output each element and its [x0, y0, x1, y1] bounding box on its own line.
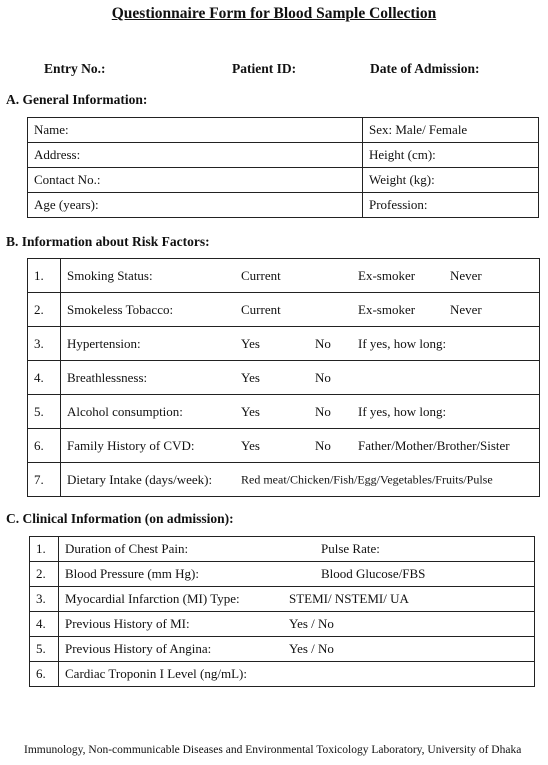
family-history-row[interactable]	[61, 429, 540, 463]
dietary-intake-row[interactable]	[61, 463, 540, 497]
table-row	[28, 395, 540, 429]
how-long-label: If yes, how long:	[358, 335, 447, 351]
footer-text: Immunology, Non-communicable Diseases and Environmental Toxicology Laboratory, University of Dhaka	[24, 744, 522, 756]
option-ex-smoker[interactable]: Ex-smoker	[358, 301, 416, 317]
patient-id-label: Patient ID:	[232, 61, 297, 76]
contact-field[interactable]: Contact No.:	[28, 168, 363, 193]
row-number: 2.	[30, 562, 59, 587]
weight-field[interactable]: Weight (kg):	[363, 168, 539, 193]
option-yes[interactable]: Yes	[241, 437, 260, 453]
relation-options[interactable]: Father/Mother/Brother/Sister	[358, 437, 510, 453]
option-yes[interactable]: Yes	[241, 403, 260, 419]
table-row	[30, 612, 535, 637]
profession-field[interactable]: Profession:	[363, 193, 539, 218]
table-row	[30, 662, 535, 687]
smoking-status-row[interactable]	[61, 259, 540, 293]
mi-type-row[interactable]	[59, 587, 535, 612]
option-no[interactable]: No	[315, 369, 331, 385]
row-label: Family History of CVD:	[67, 437, 195, 453]
row-number: 6.	[28, 429, 61, 463]
table-row	[30, 537, 535, 562]
row-number: 7.	[28, 463, 61, 497]
name-field[interactable]: Name:	[28, 118, 363, 143]
table-row	[28, 327, 540, 361]
pulse-rate-label: Pulse Rate:	[321, 541, 380, 556]
row-number: 1.	[30, 537, 59, 562]
diet-options[interactable]: Red meat/Chicken/Fish/Egg/Vegetables/Fruits/Pulse	[241, 472, 493, 486]
table-row	[28, 361, 540, 395]
option-ex-smoker[interactable]: Ex-smoker	[358, 267, 416, 283]
alcohol-consumption-row[interactable]	[61, 395, 540, 429]
option-no[interactable]: No	[315, 335, 331, 351]
smokeless-tobacco-row[interactable]	[61, 293, 540, 327]
section-a-heading: A. General Information:	[6, 92, 148, 107]
table-row	[30, 587, 535, 612]
previous-angina-row[interactable]	[59, 637, 535, 662]
option-current[interactable]: Current	[241, 301, 281, 317]
option-yes[interactable]: Yes	[241, 335, 260, 351]
table-row	[30, 637, 535, 662]
row-label: Duration of Chest Pain:	[65, 541, 189, 556]
chest-pain-row[interactable]	[59, 537, 535, 562]
breathlessness-row[interactable]	[61, 361, 540, 395]
table-row	[30, 562, 535, 587]
option-no[interactable]: No	[315, 403, 331, 419]
yes-no-options[interactable]: Yes / No	[289, 641, 334, 656]
mi-type-options[interactable]: STEMI/ NSTEMI/ UA	[289, 591, 409, 606]
row-label: Hypertension:	[67, 335, 141, 351]
table-row	[28, 293, 540, 327]
blood-glucose-label: Blood Glucose/FBS	[321, 566, 426, 581]
risk-factors-table	[27, 258, 540, 497]
option-never[interactable]: Never	[450, 301, 482, 317]
row-number: 5.	[30, 637, 59, 662]
table-row	[28, 168, 539, 193]
row-label: Alcohol consumption:	[67, 403, 183, 419]
date-of-admission-label: Date of Admission:	[370, 61, 480, 76]
row-label: Dietary Intake (days/week):	[67, 471, 213, 487]
row-number: 3.	[28, 327, 61, 361]
row-number: 2.	[28, 293, 61, 327]
general-information-table	[27, 117, 539, 218]
option-never[interactable]: Never	[450, 267, 482, 283]
option-no[interactable]: No	[315, 437, 331, 453]
address-field[interactable]: Address:	[28, 143, 363, 168]
yes-no-options[interactable]: Yes / No	[289, 616, 334, 631]
table-row	[28, 118, 539, 143]
how-long-label: If yes, how long:	[358, 403, 447, 419]
sex-field[interactable]: Sex: Male/ Female	[363, 118, 539, 143]
previous-mi-row[interactable]	[59, 612, 535, 637]
troponin-row[interactable]	[59, 662, 535, 687]
row-number: 4.	[30, 612, 59, 637]
row-number: 5.	[28, 395, 61, 429]
table-row	[28, 193, 539, 218]
blood-pressure-row[interactable]	[59, 562, 535, 587]
row-number: 6.	[30, 662, 59, 687]
option-yes[interactable]: Yes	[241, 369, 260, 385]
option-current[interactable]: Current	[241, 267, 281, 283]
table-row	[28, 463, 540, 497]
table-row	[28, 143, 539, 168]
row-label: Previous History of Angina:	[65, 641, 212, 656]
clinical-information-table	[29, 536, 535, 687]
row-label: Smokeless Tobacco:	[67, 301, 174, 317]
row-label: Previous History of MI:	[65, 616, 190, 631]
row-number: 4.	[28, 361, 61, 395]
row-label: Blood Pressure (mm Hg):	[65, 566, 199, 581]
section-b-heading: B. Information about Risk Factors:	[6, 234, 210, 249]
row-label: Cardiac Troponin I Level (ng/mL):	[65, 666, 247, 681]
age-field[interactable]: Age (years):	[28, 193, 363, 218]
height-field[interactable]: Height (cm):	[363, 143, 539, 168]
section-c-heading: C. Clinical Information (on admission):	[6, 511, 234, 526]
row-label: Myocardial Infarction (MI) Type:	[65, 591, 240, 606]
row-label: Breathlessness:	[67, 369, 148, 385]
table-row	[28, 259, 540, 293]
row-label: Smoking Status:	[67, 267, 153, 283]
form-title: Questionnaire Form for Blood Sample Collection	[111, 5, 437, 22]
entry-no-label: Entry No.:	[44, 61, 106, 76]
table-row	[28, 429, 540, 463]
hypertension-row[interactable]	[61, 327, 540, 361]
row-number: 3.	[30, 587, 59, 612]
row-number: 1.	[28, 259, 61, 293]
